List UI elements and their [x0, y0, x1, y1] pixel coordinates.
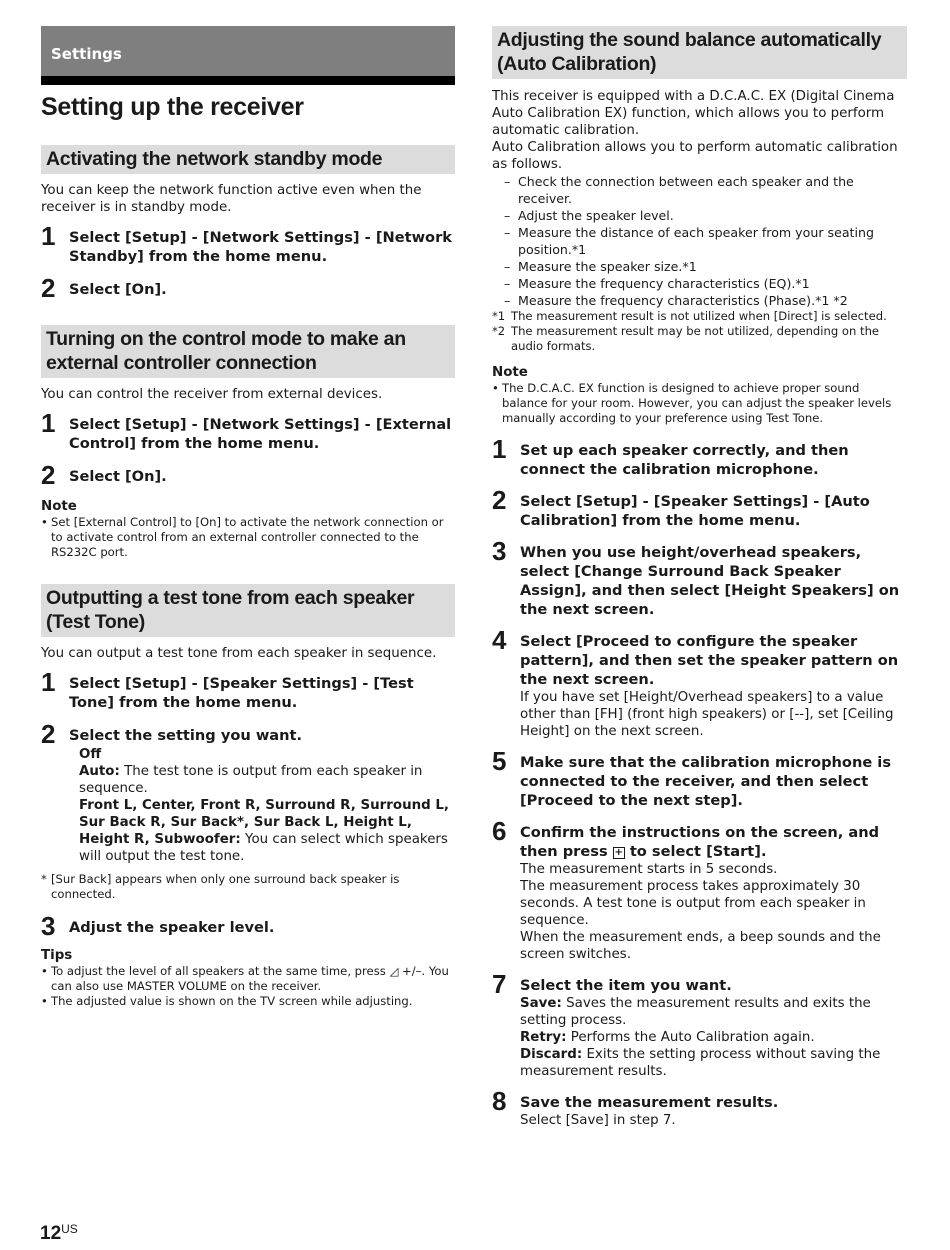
option-label: Retry:	[520, 1030, 567, 1045]
control-mode-section	[41, 325, 455, 560]
auto-cal-step-3	[492, 536, 907, 619]
page-region: US	[61, 1222, 78, 1236]
step-number: 7	[492, 969, 507, 999]
option-auto-text: The test tone is output from each speaker in sequence.	[79, 764, 423, 796]
network-standby-step-1	[41, 221, 455, 266]
control-mode-note: • Set [External Control] to [On] to activate the network connection or to activate control from an external controller connected to the RS232C port.	[41, 515, 455, 560]
auto-cal-step-2	[492, 485, 907, 530]
step-number: 5	[492, 746, 507, 776]
step-detail: The measurement process takes approximately 30 seconds. A test tone is output from each speaker in sequence.	[520, 879, 866, 928]
list-item: – Measure the frequency characteristics (Phase).*1 *2	[492, 292, 907, 309]
list-item: – Measure the distance of each speaker from your seating position.*1	[492, 224, 907, 258]
footnote-mark: *	[41, 872, 47, 886]
footnote-text: The measurement result may be not utilized, depending on the audio formats.	[511, 324, 880, 353]
step-detail: The measurement starts in 5 seconds.	[520, 862, 778, 877]
network-standby-section	[41, 145, 455, 303]
step-text: When you use height/overhead speakers, select [Change Surround Back Speaker Assign], and then select [Height Speakers] on the next screen.	[520, 544, 900, 618]
step-number: 2	[41, 460, 56, 490]
step-detail: If you have set [Height/Overhead speakers] to a value other than [FH] (front high speakers) or [--], set [Ceiling Height] on the next screen.	[520, 690, 894, 739]
option-save	[520, 995, 907, 1029]
step-number: 2	[41, 719, 56, 749]
option-auto-label: Auto:	[79, 764, 120, 779]
auto-cal-step-1	[492, 434, 907, 479]
footnote-mark: *1	[492, 309, 506, 323]
step-number: 8	[492, 1086, 507, 1116]
control-mode-intro: You can control the receiver from external devices.	[41, 387, 383, 402]
option-label: Discard:	[520, 1047, 583, 1062]
step-number: 1	[41, 667, 56, 697]
option-speakers	[79, 797, 455, 865]
step-number: 1	[492, 434, 507, 464]
control-mode-heading: Turning on the control mode to make an external controller connection	[41, 325, 455, 378]
footnote-text: The measurement result is not utilized when [Direct] is selected.	[511, 309, 887, 323]
step-text-part: Confirm the instructions on the screen, and then press	[520, 824, 880, 860]
step-text: Adjust the speaker level.	[69, 919, 275, 936]
list-item: – Measure the frequency characteristics (EQ).*1	[492, 275, 907, 292]
option-list	[79, 746, 455, 865]
test-tone-section	[41, 584, 455, 1009]
network-standby-intro: You can keep the network function active even when the receiver is in standby mode.	[41, 183, 422, 215]
step-number: 4	[492, 625, 507, 655]
calibration-list	[492, 173, 907, 309]
page-title: Setting up the receiver	[41, 93, 304, 121]
step-number: 2	[492, 485, 507, 515]
auto-cal-step-8	[492, 1086, 907, 1129]
option-discard	[520, 1046, 907, 1080]
step-number: 1	[41, 221, 56, 251]
step-text: Select [Setup] - [Speaker Settings] - [Auto Calibration] from the home menu.	[520, 493, 870, 529]
step-text: Select [Setup] - [Speaker Settings] - [Test Tone] from the home menu.	[69, 675, 414, 711]
network-standby-step-2	[41, 273, 455, 303]
step-text: Set up each speaker correctly, and then connect the calibration microphone.	[520, 442, 849, 478]
network-standby-heading: Activating the network standby mode	[41, 145, 455, 174]
tip-2: • The adjusted value is shown on the TV screen while adjusting.	[41, 994, 455, 1009]
step-number: 3	[41, 911, 56, 941]
step-text: Save the measurement results.	[520, 1094, 779, 1111]
step-text: Select [On].	[69, 281, 167, 298]
footnote-1	[492, 309, 907, 324]
test-tone-intro: You can output a test tone from each speaker in sequence.	[41, 646, 437, 661]
footnote-2	[492, 324, 907, 354]
option-auto	[79, 763, 455, 797]
list-item: – Check the connection between each speaker and the receiver.	[492, 173, 907, 207]
auto-calibration-intro-1: This receiver is equipped with a D.C.A.C. EX (Digital Cinema Auto Calibration EX) function, which allows you to perform automatic calibration.	[492, 89, 895, 138]
test-tone-step-3	[41, 911, 455, 941]
option-speakers-label: Front L, Center, Front R, Surround R, Surround L, Sur Back R, Sur Back*, Sur Back L, Height L, Height R, Subwoofer:	[79, 798, 449, 847]
test-tone-step-1	[41, 667, 455, 712]
auto-calibration-heading: Adjusting the sound balance automatically (Auto Calibration)	[492, 26, 907, 79]
step-detail: Select [Save] in step 7.	[520, 1113, 676, 1128]
note-title: Note	[492, 365, 528, 380]
step-text: Select the setting you want.	[69, 727, 303, 744]
auto-calibration-intro-2: Auto Calibration allows you to perform automatic calibration as follows.	[492, 140, 898, 172]
option-text: Saves the measurement results and exits the setting process.	[520, 996, 871, 1028]
step-text: Select the item you want.	[520, 977, 732, 994]
step-text: Select [On].	[69, 468, 167, 485]
left-column	[41, 26, 455, 1009]
step-text: Select [Setup] - [Network Settings] - [Network Standby] from the home menu.	[69, 229, 452, 265]
step-number: 3	[492, 536, 507, 566]
control-mode-step-1	[41, 408, 455, 453]
step-detail: When the measurement ends, a beep sounds and the screen switches.	[520, 930, 881, 962]
step-number: 6	[492, 816, 507, 846]
option-text: Performs the Auto Calibration again.	[566, 1030, 815, 1045]
step-text-part: to select [Start].	[624, 843, 767, 860]
auto-calibration-note: • The D.C.A.C. EX function is designed to achieve proper sound balance for your room. However, you can adjust the speaker levels manually according to your preference using Test Tone.	[492, 381, 907, 426]
tips-title: Tips	[41, 948, 73, 963]
option-text: Exits the setting process without saving the measurement results.	[520, 1047, 881, 1079]
footnote-mark: *2	[492, 324, 506, 338]
control-mode-step-2	[41, 460, 455, 490]
list-item: – Adjust the speaker level.	[492, 207, 907, 224]
page-number	[40, 1222, 78, 1245]
sur-back-footnote	[41, 872, 455, 902]
step-text: Make sure that the calibration microphone is connected to the receiver, and then select [Proceed to the next step].	[520, 754, 892, 809]
page-number-value: 12	[40, 1223, 62, 1244]
note-title: Note	[41, 499, 77, 514]
auto-cal-step-6	[492, 816, 907, 963]
auto-cal-step-5	[492, 746, 907, 810]
step-text	[520, 823, 907, 861]
test-tone-heading: Outputting a test tone from each speaker (Test Tone)	[41, 584, 455, 637]
list-item: – Measure the speaker size.*1	[492, 258, 907, 275]
option-off: Off	[79, 747, 102, 762]
step-number: 2	[41, 273, 56, 303]
option-retry	[520, 1029, 907, 1046]
auto-cal-step-7	[492, 969, 907, 1080]
step-number: 1	[41, 408, 56, 438]
step-text: Select [Setup] - [Network Settings] - [External Control] from the home menu.	[69, 416, 452, 452]
option-label: Save:	[520, 996, 562, 1011]
tip-1: • To adjust the level of all speakers at the same time, press ◿ +/–. You can also use MASTER VOLUME on the receiver.	[41, 964, 455, 994]
auto-cal-step-4	[492, 625, 907, 740]
enter-button-icon: +	[614, 847, 623, 858]
right-column	[492, 26, 907, 1129]
footnote-text: [Sur Back] appears when only one surround back speaker is connected.	[51, 872, 400, 901]
step-text: Select [Proceed to configure the speaker pattern], and then set the speaker pattern on the next screen.	[520, 633, 899, 688]
option-speakers-text: You can select which speakers will output the test tone.	[79, 832, 448, 864]
test-tone-step-2	[41, 719, 455, 865]
section-banner: Settings	[41, 26, 455, 85]
